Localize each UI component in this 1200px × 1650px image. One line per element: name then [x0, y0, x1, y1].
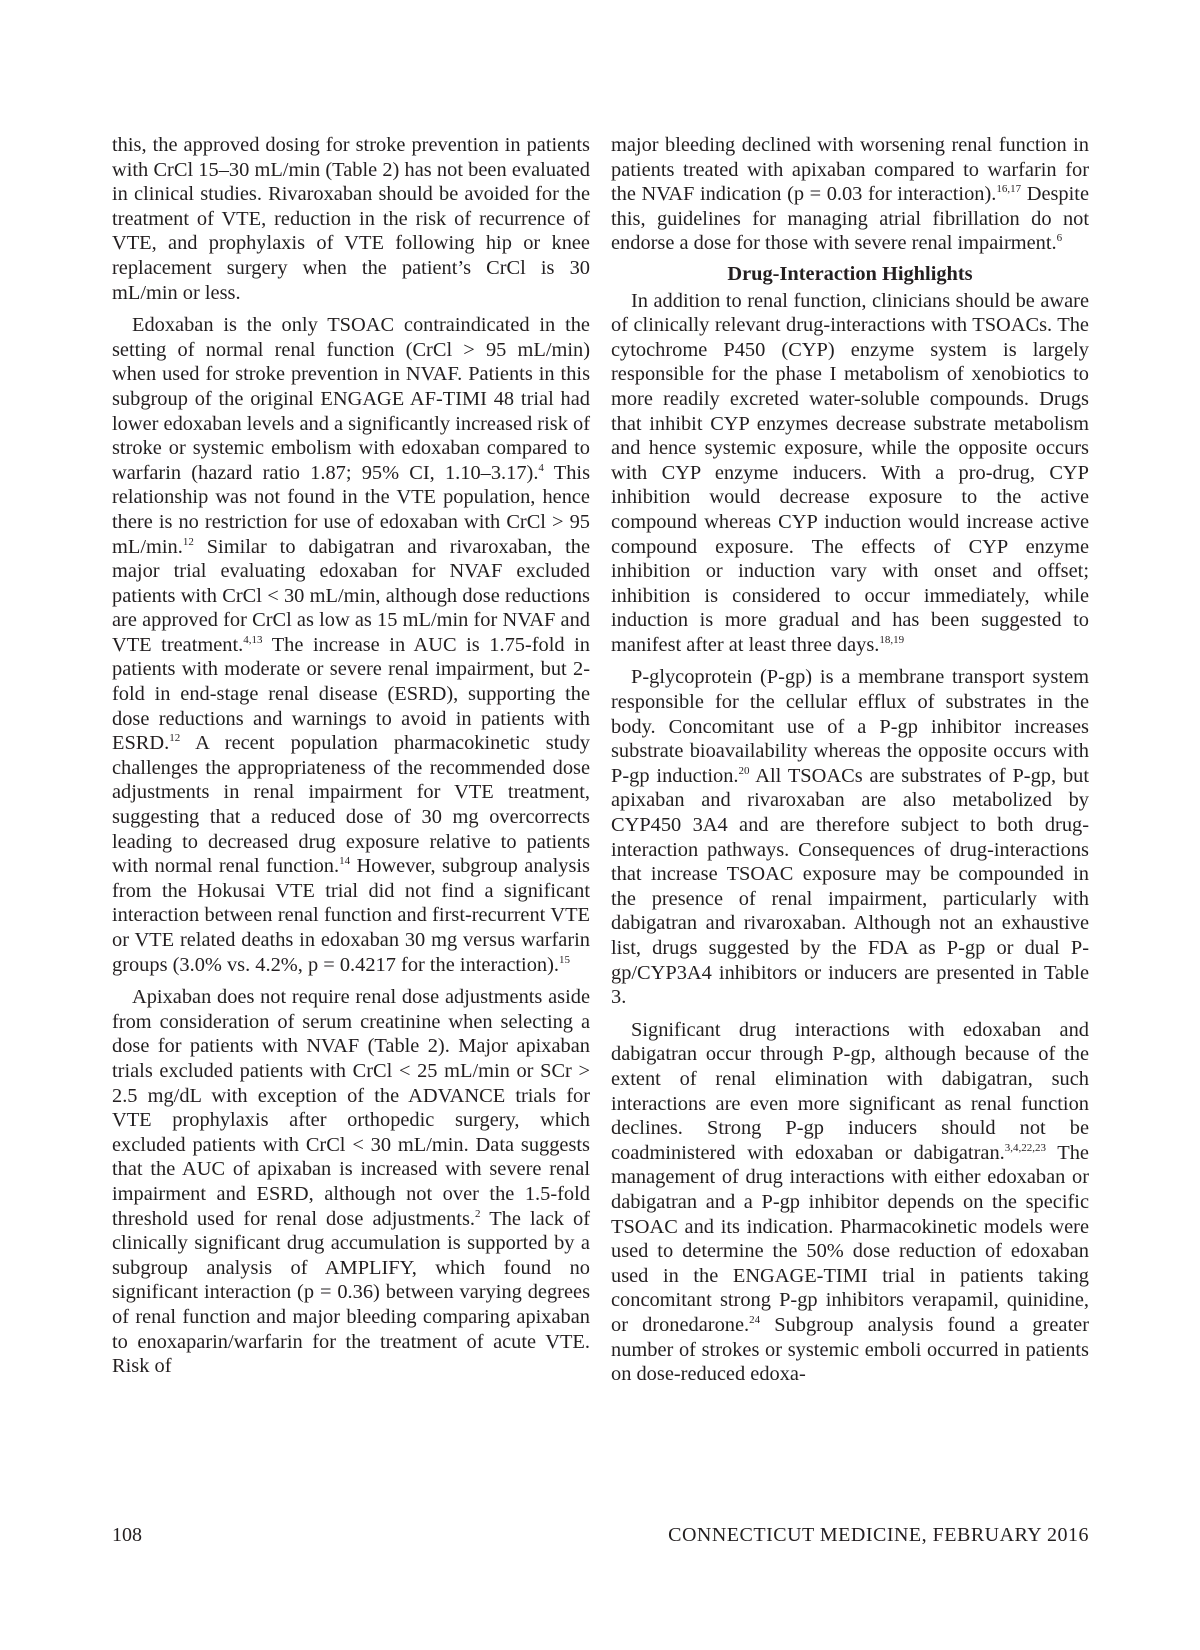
left-paragraph-2: Edoxaban is the only TSOAC contraindicated in the setting of normal renal function (CrCl > 95 mL/min) when used for stroke prevention in NVAF. Patients in this subgroup of the original ENGAGE AF-TIMI 48 trial had lower edoxaban levels and a significantly increased risk of stroke or systemic embolism with edoxaban compared to warfarin (hazard ratio 1.87; 95% CI, 1.10–3.17).$^4$ This relationship was not found in the VTE population, hence there is no restriction for use of edoxaban with CrCl > 95 mL/min.$^{12}$ Similar to dabigatran and rivaroxaban, the major trial evaluating edoxaban for NVAF excluded patients with CrCl < 30 mL/min, although dose reductions are approved for CrCl as low as 15 mL/min for NVAF and VTE treatment.$^{4,13}$ The increase in AUC is 1.75-fold in patients with moderate or severe renal impairment, but 2-fold in end-stage renal disease (ESRD), supporting the dose reductions and warnings to avoid in patients with ESRD.$^{12}$ A recent population pharmacokinetic study challenges the appropriateness of the recommended dose adjustments in renal impairment for VTE treatment, suggesting that a reduced dose of 30 mg overcorrects leading to decreased drug exposure relative to patients with normal renal function.$^{14}$ However, subgroup analysis from the Hokusai VTE trial did not find a significant interaction between renal function and first-recurrent VTE or VTE related deaths in edoxaban 30 mg versus warfarin groups (3.0% vs. 4.2%, p = 0.4217 for the interaction).$^{15}$ [112, 314, 591, 976]
citation: 12 [182, 535, 194, 548]
section-heading: Drug-Interaction Highlights [727, 262, 973, 285]
left-paragraph-3: Apixaban does not require renal dose adjustments aside from consideration of serum creatinine when selecting a dose for patients with NVAF (Table 2). Major apixaban trials excluded patients with CrCl < 25 mL/min or SCr > 2.5 mg/dL with exception of the ADVANCE trials for VTE prophylaxis after orthopedic surgery, which excluded patients with CrCl < 30 mL/min. Data suggests that the AUC of apixaban is increased with severe renal impairment and ESRD, although not over the 1.5-fold threshold used for renal dose adjustments.$^2$ The lack of clinically significant drug accumulation is supported by a subgroup analysis of AMPLIFY, which found no significant interaction (p = 0.36) between varying degrees of renal function and major bleeding comparing apixaban to enoxaparin/warfarin for the treatment of acute VTE. Risk of [112, 986, 590, 1378]
left-paragraph-1: this, the approved dosing for stroke prevention in patients with CrCl 15–30 mL/min (Table 2) has not been evaluated in clinical studies. Rivaroxaban should be avoided for the treatment of VTE, reduction in the risk of recurrence of VTE, and prophylaxis of VTE following hip or knee replacement surgery when the patient’s CrCl is 30 mL/min or less. [112, 134, 590, 304]
right-paragraph-1: major bleeding declined with worsening renal function in patients treated with apixaban compared to warfarin for the NVAF indication (p = 0.03 for interaction).$^{16,17}$ Despite this, guidelines for managing atrial fibrillation do not endorse a dose for those with severe renal impairment.$^6$ [611, 134, 1090, 255]
citation: 18,19 [879, 633, 905, 646]
citation: 2 [475, 1207, 481, 1220]
journal-footer: CONNECTICUT MEDICINE, FEBRUARY 2016 [668, 1524, 1089, 1546]
citation: 4,13 [243, 633, 263, 646]
right-column [611, 133, 1089, 1387]
left-column [112, 133, 590, 1379]
citation: 15 [558, 953, 570, 966]
citation: 20 [738, 764, 750, 777]
right-paragraph-2: In addition to renal function, clinicians should be aware of clinically relevant drug-interactions with TSOACs. The cytochrome P450 (CYP) enzyme system is largely responsible for the phase I metabolism of xenobiotics to more readily excreted water-soluble compounds. Drugs that inhibit CYP enzymes decrease substrate metabolism and hence systemic exposure, while the opposite occurs with CYP enzyme inducers. With a pro-drug, CYP inhibition would decrease exposure to the active compound whereas CYP induction would increase active compound exposure. The effects of CYP enzyme inhibition or induction vary with onset and offset; inhibition is considered to occur immediately, while induction is more gradual and has been suggested to manifest after at least three days.$^{18,19}$ [611, 289, 1089, 656]
citation: 6 [1056, 232, 1063, 245]
citation: 24 [749, 1313, 761, 1326]
citation: 4 [538, 461, 544, 474]
right-paragraph-4: Significant drug interactions with edoxaban and dabigatran occur through P-gp, although because of the extent of renal elimination with dabigatran, such interactions are even more significant as renal function declines. Strong P-gp inducers should not be coadministered with edoxaban or dabigatran.$^{3,4,22,23}$ The management of drug interactions with either edoxaban or dabigatran and a P-gp inhibitor depends on the specific TSOAC and its indication. Pharmacokinetic models were used to determine the 50% dose reduction of edoxaban used in the ENGAGE-TIMI trial in patients taking concomitant strong P-gp inhibitors verapamil, quinidine, or dronedarone.$^{24}$ Subgroup analysis found a greater number of strokes or systemic emboli occurred in patients on dose-reduced edoxa- [611, 1018, 1089, 1386]
citation: 16,17 [996, 183, 1022, 196]
citation: 12 [169, 732, 181, 745]
right-paragraph-3: P-glycoprotein (P-gp) is a membrane transport system responsible for the cellular efflux of substrates in the body. Concomitant use of a P-gp inhibitor increases substrate bioavailability whereas the opposite occurs with P-gp induction.$^{20}$ All TSOACs are substrates of P-gp, but apixaban and rivaroxaban are also metabolized by CYP450 3A4 and are therefore subject to both drug-interaction pathways. Consequences of drug-interactions that increase TSOAC exposure may be compounded in the presence of renal impairment, particularly with dabigatran and rivaroxaban. Although not an exhaustive list, drugs suggested by the FDA as P-gp or dual P-gp/CYP3A4 inhibitors or inducers are presented in Table 3. [611, 666, 1089, 1009]
citation: 14 [339, 855, 351, 868]
page-number: 108 [112, 1524, 142, 1546]
citation: 3,4,22,23 [1004, 1141, 1046, 1154]
